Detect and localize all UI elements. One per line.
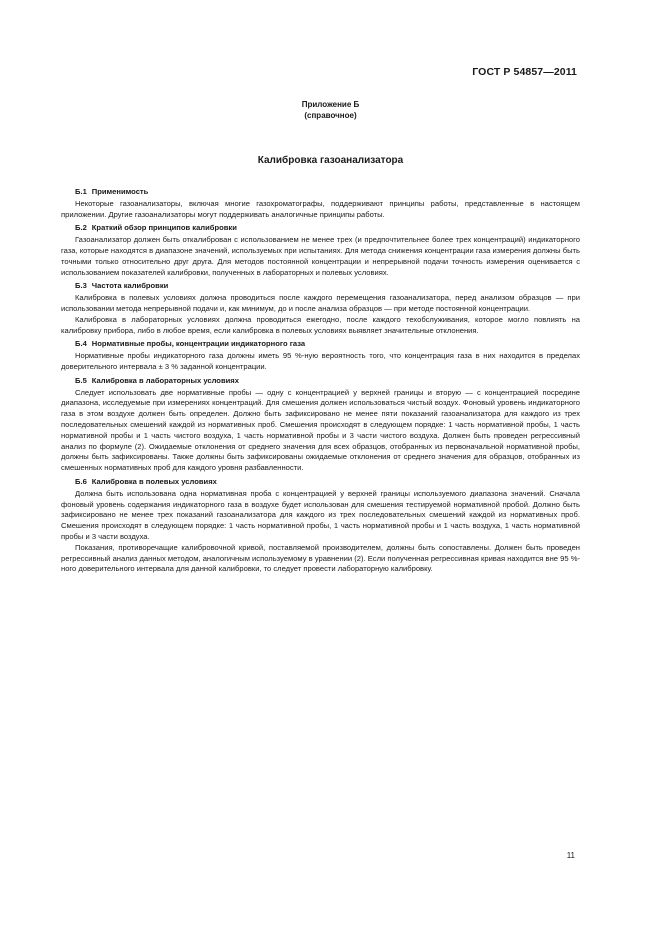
paragraph: Нормативные пробы индикаторного газа должны иметь 95 %-ную вероятность того, что концентрация газа в них находится в пределах доверительного интервала ± 3 % заданной концентрации. bbox=[61, 351, 580, 371]
section-number: Б.4 bbox=[75, 339, 87, 349]
section-heading bbox=[75, 339, 580, 350]
page-number: 11 bbox=[566, 851, 575, 860]
paragraph: Газоанализатор должен быть откалиброван с использованием не менее трех (и предпочтительнее более трех концентраций) индикаторного газа, которые находятся в диапазоне значений, используемых при испытаниях. Для метода снижения концентрации газа измерения должны быть точными только относительно друг друга. Для методов постоянной концентрации и непрерывной подачи точность измерения оценивается с использованием показателей калибровки, полученных в лабораторных и полевых условиях. bbox=[61, 235, 580, 277]
section-heading bbox=[75, 376, 580, 387]
appendix-title: Приложение Б bbox=[301, 100, 360, 109]
section-heading bbox=[75, 477, 580, 488]
section-number: Б.6 bbox=[75, 476, 87, 486]
page-title: Калибровка газоанализатора bbox=[257, 155, 404, 166]
paragraph: Следует использовать две нормативные пробы — одну с концентрацией у верхней границы и вторую — с концентрацией посредине диапазона, исследуемые при измерениях концентраций. Для смешения должен использоваться чистый воздух. Фоновый уровень индикаторного газа в этом воздухе должен быть определен. Должно быть зафиксировано не менее пяти показаний газоанализатора для каждого из трех последовательных смешений каждой из нормативных проб. Смешения происходят в следующем порядке: 1 часть нормативной пробы, 1 часть нормативной пробы и 1 часть чистого воздуха, 1 часть нормативной пробы и 3 части чистого воздуха. Должен быть проведен регрессивный анализ по формуле (2). Ожидаемые отклонения от среднего значения для всех образцов, отобранных из первоначальной нормативной пробы, должны быть зафиксированы. Также должны быть зафиксированы ожидаемые отклонения от среднего значения для образцов, отобранных из смешенных нормативных проб для каждого уровня разбавленности. bbox=[61, 387, 580, 473]
section-title: Нормативные пробы, концентрации индикаторного газа bbox=[91, 339, 306, 349]
document-body bbox=[61, 184, 580, 575]
section-number: Б.3 bbox=[75, 281, 87, 291]
section-title: Применимость bbox=[91, 187, 149, 196]
paragraph: Калибровка в полевых условиях должна проводиться после каждого перемещения газоанализатора, перед анализом образцов — при использовании метода непрерывной подачи и, как минимум, до и после анализа образцов — при методе постоянной концентрации. bbox=[61, 293, 580, 313]
paragraph: Некоторые газоанализаторы, включая многие газохроматографы, поддерживают принципы работы, представленные в настоящем приложении. Другие газоанализаторы могут поддерживать аналогичные принципы работы. bbox=[61, 198, 580, 219]
section-title: Краткий обзор принципов калибровки bbox=[91, 223, 237, 233]
section-heading bbox=[75, 223, 580, 234]
paragraph: Показания, противоречащие калибровочной кривой, поставляемой производителем, должны быть сопоставлены. Должен быть проведен регрессивный анализ данных методом, аналогичным используемому в уравнении (2). Если полученная регрессивная кривая находится вне 95 %-ного доверительного интервала для данной калибровки, то следует провести лабораторную калибровку. bbox=[61, 542, 580, 574]
appendix-subtitle: (справочное) bbox=[304, 111, 357, 120]
section-number: Б.5 bbox=[75, 375, 87, 385]
section-title: Частота калибровки bbox=[91, 281, 169, 291]
paragraph: Должна быть использована одна нормативная проба с концентрацией у верхней границы используемого диапазона значений. Сначала фоновый уровень содержания индикаторного газа в воздухе будет использован для смешения тестируемой нормативной пробой. Должно быть зафиксировано не менее трех показаний газоанализатора для каждого из трех последовательных смешений каждой из нормативных проб. Смешения происходят в следующем порядке: 1 часть нормативной пробы, 1 часть нормативной пробы и 1 часть воздуха, 1 часть нормативной пробы и 3 части воздуха. bbox=[61, 488, 580, 541]
standard-number: ГОСТ Р 54857—2011 bbox=[472, 66, 577, 78]
section-number: Б.1 bbox=[75, 187, 87, 196]
paragraph: Калибровка в лабораторных условиях должна проводиться ежегодно, после каждого техобслуживания, которое могло повлиять на калибровку прибора, либо в любое время, если калибровка в полевых условиях выявляет значительные отклонения. bbox=[61, 314, 580, 335]
section-heading bbox=[75, 187, 580, 198]
section-number: Б.2 bbox=[75, 223, 87, 233]
section-title: Калибровка в лабораторных условиях bbox=[91, 375, 239, 385]
section-title: Калибровка в полевых условиях bbox=[91, 476, 217, 486]
section-heading bbox=[75, 281, 580, 292]
